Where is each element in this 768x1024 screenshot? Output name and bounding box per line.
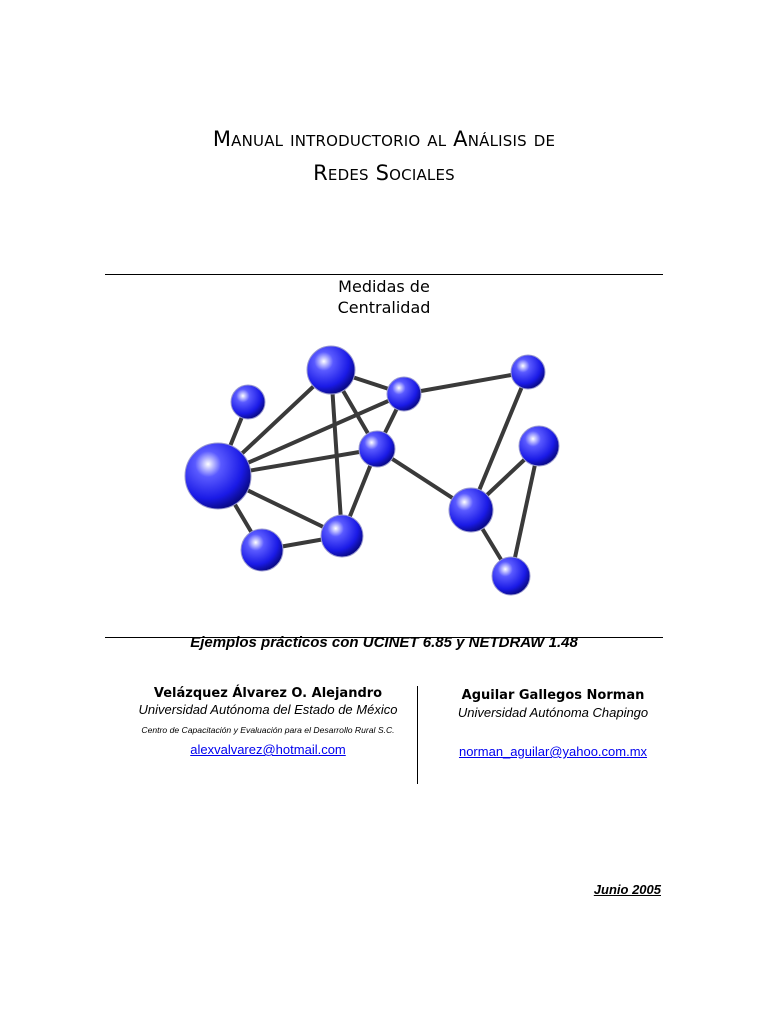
author2-name: Aguilar Gallegos Norman bbox=[461, 688, 645, 703]
author2-email-link[interactable]: norman_aguilar@yahoo.com.mx bbox=[458, 744, 648, 759]
title-line-1: Manual introductorio al Análisis de bbox=[212, 127, 556, 151]
node bbox=[359, 431, 395, 467]
author1-name: Velázquez Álvarez O. Alejandro bbox=[153, 686, 383, 701]
node bbox=[519, 426, 559, 466]
node bbox=[231, 385, 265, 419]
edge bbox=[404, 372, 528, 394]
node bbox=[492, 557, 530, 595]
subtitle-line-1: Medidas de bbox=[338, 277, 430, 296]
author1-university: Universidad Autónoma del Estado de México bbox=[138, 702, 398, 717]
examples-caption: Ejemplos prácticos con UCINET 6.85 y NETDRAW 1.48 bbox=[190, 634, 578, 651]
subtitle-line-2: Centralidad bbox=[337, 298, 431, 317]
edge bbox=[331, 370, 342, 536]
node bbox=[387, 377, 421, 411]
node bbox=[185, 443, 251, 509]
node bbox=[449, 488, 493, 532]
author1-email-link[interactable]: alexvalvarez@hotmail.com bbox=[190, 742, 346, 757]
network-graph-illustration bbox=[180, 330, 580, 610]
node bbox=[511, 355, 545, 389]
node bbox=[241, 529, 283, 571]
node bbox=[307, 346, 355, 394]
title-line-2: Redes Sociales bbox=[313, 161, 455, 185]
author1-center: Centro de Capacitación y Evaluación para el Desarrollo Rural S.C. bbox=[141, 725, 395, 735]
document-subtitle bbox=[0, 276, 768, 318]
node bbox=[321, 515, 363, 557]
document-title bbox=[0, 122, 768, 190]
publication-date: Junio 2005 bbox=[593, 882, 661, 897]
top-rule bbox=[105, 274, 663, 275]
author2-university: Universidad Autónoma Chapingo bbox=[457, 705, 649, 720]
